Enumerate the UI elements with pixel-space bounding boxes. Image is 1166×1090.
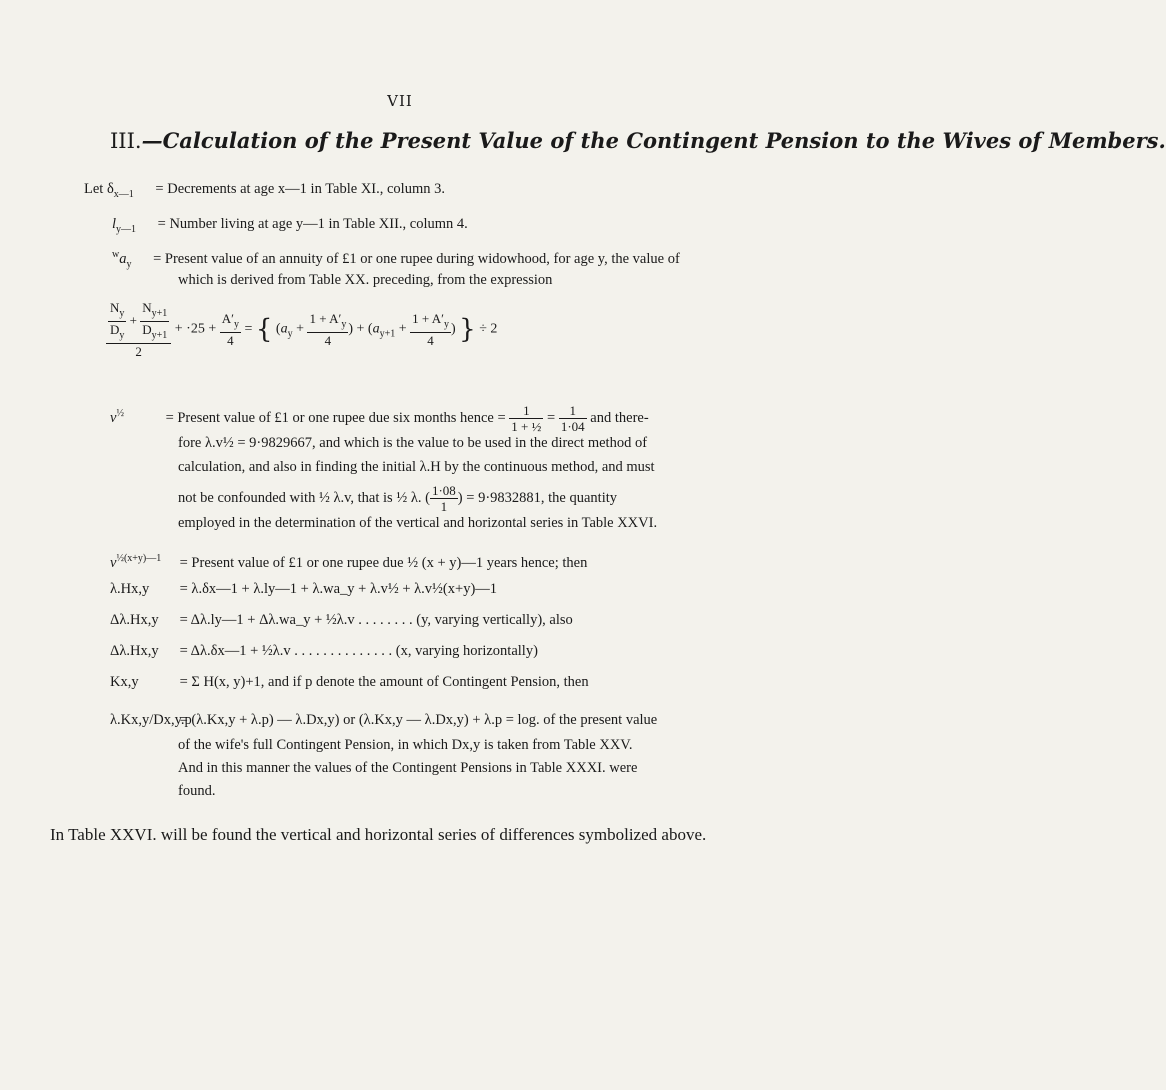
final-line4: found. <box>178 783 216 799</box>
equation-h: λ.Hx,y = λ.δx—1 + λ.ly—1 + λ.wa_y + λ.v½ + λ.v½(x+y)—1 <box>110 581 498 597</box>
equation-delta-h-horizontal: Δλ.Hx,y = Δλ.δx—1 + ½λ.v . . . . . . . . . . . . . . (x, varying horizontally) <box>110 643 538 659</box>
final-line3: And in this manner the values of the Contingent Pensions in Table XXXI. were <box>178 760 638 776</box>
final-line2: of the wife's full Contingent Pension, in which Dx,y is taken from Table XXV. <box>178 737 633 753</box>
equation-delta-h-vertical: Δλ.Hx,y = Δλ.ly—1 + Δλ.wa_y + ½λ.v . . . . . . . . (y, varying vertically), also <box>110 612 573 628</box>
definition-symbol: $l_{y—1}$ <box>112 216 137 235</box>
definition-wa: $^wa_y$ = Present value of an annuity of £1 or one rupee during widowhood, for age y, the value of <box>112 249 680 270</box>
page-number: VII <box>387 92 413 110</box>
v-half-line1: $v^{\frac{1}{2}}$ = Present value of £1 or one rupee due six months hence = $\frac{1}{\text{1 + ½}}$ = $\frac{1}{1\cdot 04}$ and there- <box>110 403 649 434</box>
section-numeral: III. <box>110 129 142 153</box>
v-half-line2: fore λ.v½ = 9·9829667, and which is the value to be used in the direct method of <box>178 435 648 451</box>
v-half-line5: employed in the determination of the vertical and horizontal series in Table XXVI. <box>178 515 658 531</box>
expression-formula: $\frac{N_y}{D_y}$ + $\frac{N_{y+1}}{D_{y+1}}$ 2 + ·25 + $\frac{A'_y}{4}$ = { ($a_y$ + $\frac{1 + A'_y}{4}$ ) + ($a_{y+1}$ + $\frac{1 + A'_y}{4}$ ) } ÷ 2 <box>106 300 497 359</box>
definition-l: $l_{y—1}$ = Number living at age y—1 in Table XII., column 4. <box>112 216 468 235</box>
definition-wa-cont: which is derived from Table XX. preceding, from the expression <box>178 272 553 288</box>
definition-symbol: $^wa_y$ <box>112 249 132 270</box>
definition-delta: Let $\delta_{x—1}$ = Decrements at age x—1 in Table XI., column 3. <box>84 181 445 200</box>
equation-k: Kx,y = Σ H(x, y)+1, and if p denote the amount of Contingent Pension, then <box>110 674 589 690</box>
final-line1: λ.Kx,y/Dx,y.p = (λ.Kx,y + λ.p) — λ.Dx,y) or (λ.Kx,y — λ.Dx,y) + λ.p = log. of the present value <box>110 712 658 728</box>
equation-v-power: $v^{\frac{1}{2}(x+y)—1}$ = Present value of £1 or one rupee due ½ (x + y)—1 years hence; then <box>110 553 588 571</box>
v-half-line4: not be confounded with ½ λ.v, that is ½ λ. ( $\frac{1\cdot 08}{1}$ ) = 9·9832881, the quantity <box>178 483 618 514</box>
definition-symbol: $\delta_{x—1}$ <box>106 181 134 200</box>
v-half-symbol: $v^{\frac{1}{2}}$ <box>110 407 124 426</box>
section-title-text: —Calculation of the Present Value of the Contingent Pension to the Wives of Members. <box>141 128 1166 153</box>
section-title <box>110 128 1166 153</box>
v-half-line3: calculation, and also in finding the initial λ.H by the continuous method, and must <box>178 459 655 475</box>
footer-paragraph: In Table XXVI. will be found the vertical and horizontal series of differences symbolized above. <box>50 825 707 844</box>
